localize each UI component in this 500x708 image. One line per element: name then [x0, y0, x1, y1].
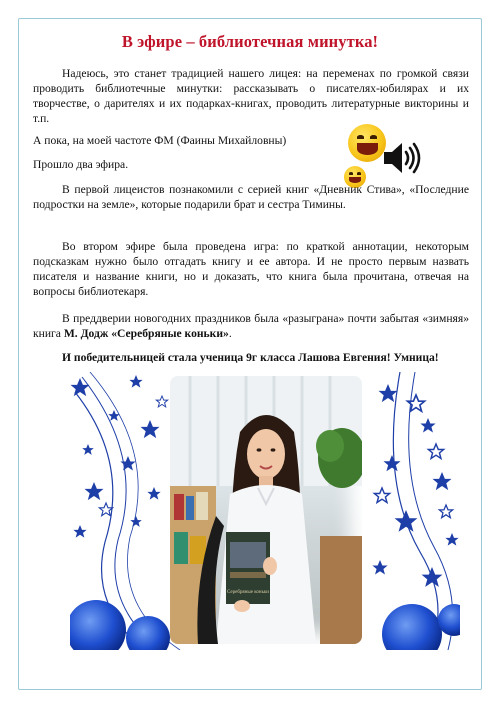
paragraph-fm: А пока, на моей частоте ФМ (Фаины Михайловны)	[33, 134, 287, 147]
paragraph-first-broadcast: В первой лицеистов познакомили с серией книг «Дневник Стива», «Последние подростки на земле», которые подарили брат и сестра Тимины.	[33, 183, 469, 211]
paragraph-intro: Надеюсь, это станет традицией нашего лицея: на переменах по громкой связи проводить библиотечные минутки: рассказывать о писателях-юбилярах и их творчестве, о дарителях и их подарках-книгах, проводить литературные викторины и т.п.	[33, 67, 469, 125]
page-title: В эфире – библиотечная минутка!	[121, 32, 379, 51]
paragraph-second-broadcast: Во втором эфире была проведена игра: по краткой аннотации, некоторым подсказкам нужно было отгадать книгу и ее автора. И не просто первым назвать писателя и название книги, но и доказать, что книга была прочитана, отвечая на вопросы библиотекаря.	[33, 240, 469, 298]
paragraph-winner: И победительницей стала ученица 9г класса Лашова Евгения! Умница!	[62, 351, 439, 364]
winter-book-end: .	[228, 327, 232, 340]
winter-book-text: В преддверии новогодних праздников была «разыграна» почти забытая «зимняя» книга	[33, 312, 469, 340]
paragraph-two-broadcasts: Прошло два эфира.	[33, 158, 129, 171]
laughing-emoji-icon	[348, 124, 386, 162]
speaker-icon	[382, 140, 422, 176]
book-cover-title: Серебряные коньки	[227, 590, 269, 595]
winner-photo-frame	[70, 372, 460, 650]
girl-with-book-image	[170, 376, 362, 644]
winner-photo	[170, 376, 362, 644]
paragraph-winter-book	[33, 311, 469, 341]
winter-book-title: М. Додж «Серебряные коньки»	[63, 327, 229, 340]
